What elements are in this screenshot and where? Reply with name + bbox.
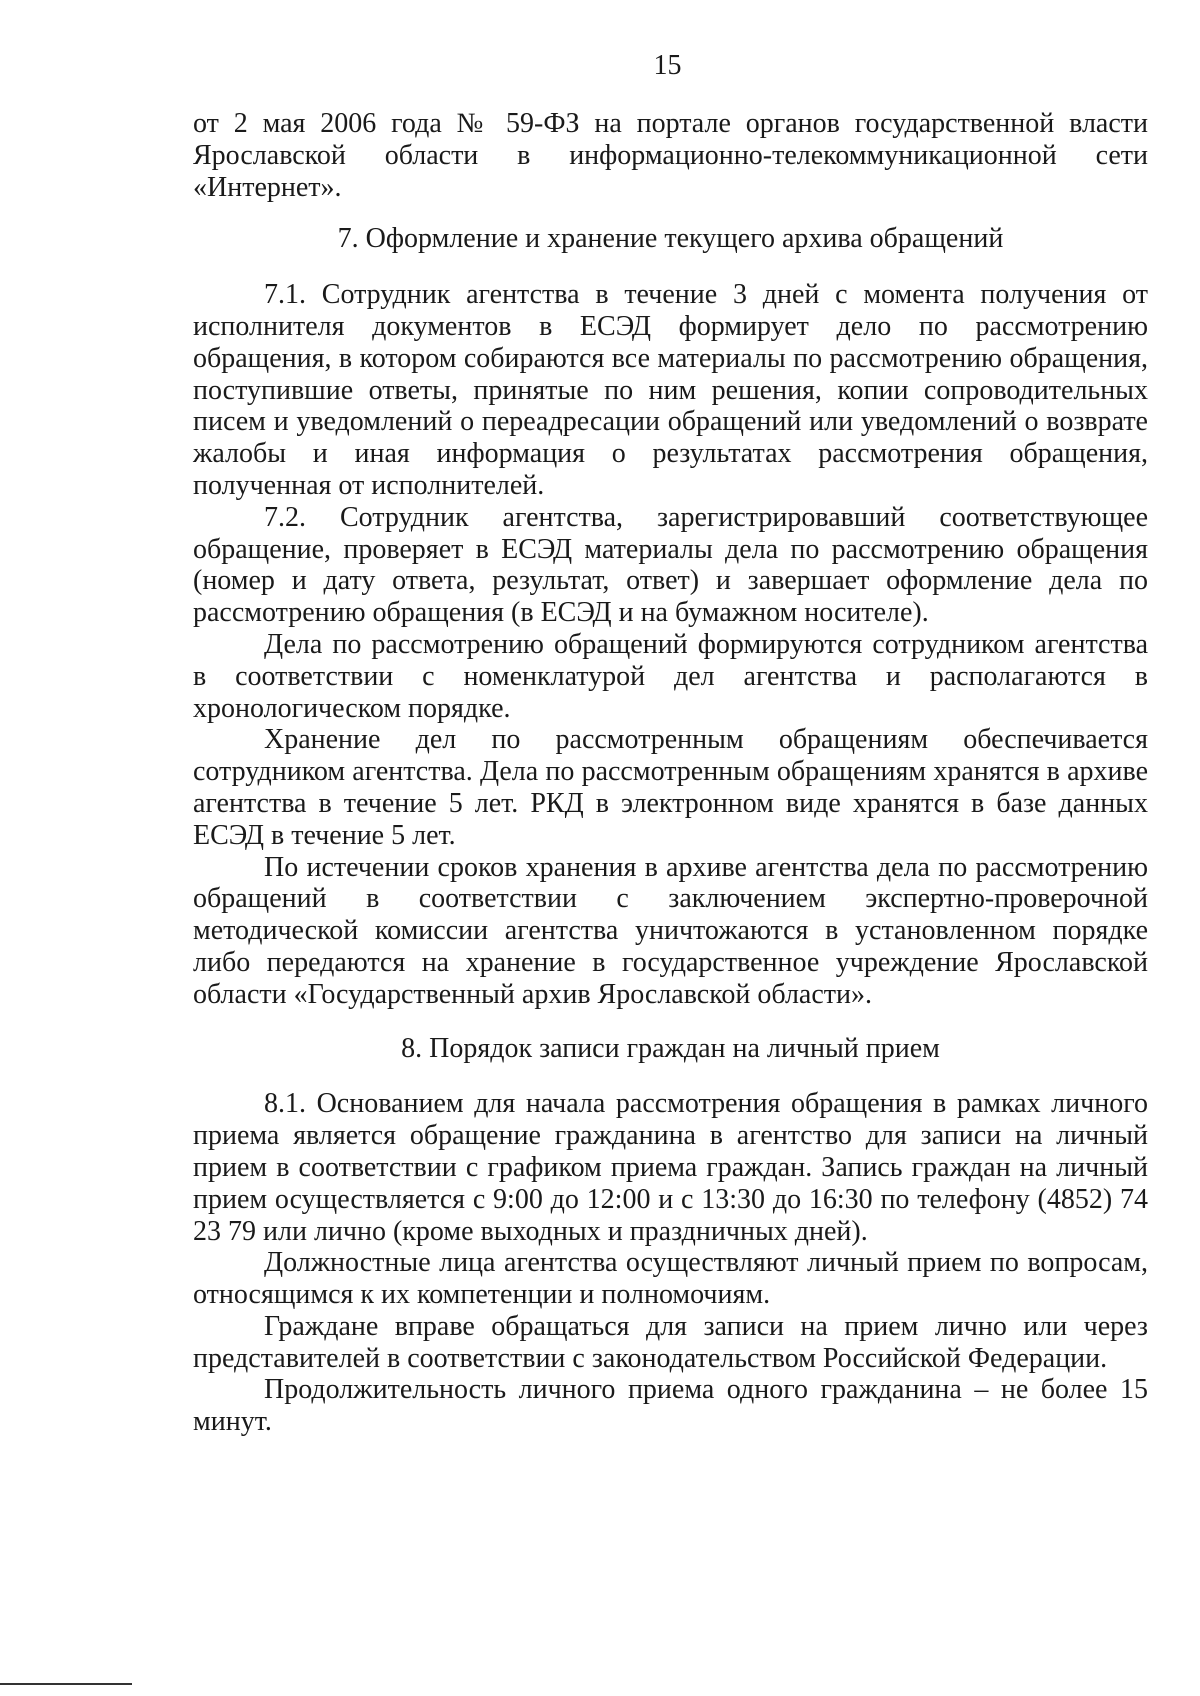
paragraph-continuation: от 2 мая 2006 года № 59-ФЗ на портале органов государственной власти Ярославской области в информационно-телекоммуникационной сети «Интернет». <box>193 108 1148 203</box>
document-body <box>193 108 1148 1438</box>
paragraph-7-1: 7.1. Сотрудник агентства в течение 3 дней с момента получения от исполнителя документов в ЕСЭД формирует дело по рассмотрению обращения, в котором собираются все материалы по рассмотрению обращения, поступившие ответы, принятые по ним решения, копии сопроводительных писем и уведомлений о переадресации обращений или уведомлений о возврате жалобы и иная информация о результатах рассмотрения обращения, полученная от исполнителей. <box>193 279 1148 501</box>
paragraph-citizens-rights: Граждане вправе обращаться для записи на прием лично или через представителей в соответствии с законодательством Российской Федерации. <box>193 1310 1148 1374</box>
footer-divider <box>0 1683 132 1685</box>
paragraph-7-2: 7.2. Сотрудник агентства, зарегистрировавший соответствующее обращение, проверяет в ЕСЭД материалы дела по рассмотрению обращения (номер и дату ответа, результат, ответ) и завершает оформление дела по рассмотрению обращения (в ЕСЭД и на бумажном носителе). <box>193 501 1148 629</box>
paragraph-archive-transfer: По истечении сроков хранения в архиве агентства дела по рассмотрению обращений в соответствии с заключением экспертно-проверочной методической комиссии агентства уничтожаются в установленном порядке либо передаются на хранение в государственное учреждение Ярославской области «Государственный архив Ярославской области». <box>193 851 1148 1010</box>
paragraph-case-storage: Хранение дел по рассмотренным обращениям обеспечивается сотрудником агентства. Дела по рассмотренным обращениям хранятся в архиве агентства в течение 5 лет. РКД в электронном виде хранятся в базе данных ЕСЭД в течение 5 лет. <box>193 724 1148 851</box>
paragraph-case-formation: Дела по рассмотрению обращений формируются сотрудником агентства в соответствии с номенклатурой дел агентства и располагаются в хронологическом порядке. <box>193 628 1148 724</box>
paragraph-8-1: 8.1. Основанием для начала рассмотрения обращения в рамках личного приема является обращение гражданина в агентство для записи на личный прием в соответствии с графиком приема граждан. Запись граждан на личный прием осуществляется с 9:00 до 12:00 и с 13:30 до 16:30 по телефону (4852) 74 23 79 или лично (кроме выходных и праздничных дней). <box>193 1088 1148 1247</box>
page-number: 15 <box>653 50 682 81</box>
paragraph-duration: Продолжительность личного приема одного гражданина – не более 15 минут. <box>193 1374 1148 1438</box>
paragraph-officials: Должностные лица агентства осуществляют личный прием по вопросам, относящимся к их компетенции и полномочиям. <box>193 1247 1148 1311</box>
section-7-heading: 7. Оформление и хранение текущего архива обращений <box>337 223 1004 255</box>
section-8-heading: 8. Порядок записи граждан на личный прием <box>401 1032 940 1064</box>
